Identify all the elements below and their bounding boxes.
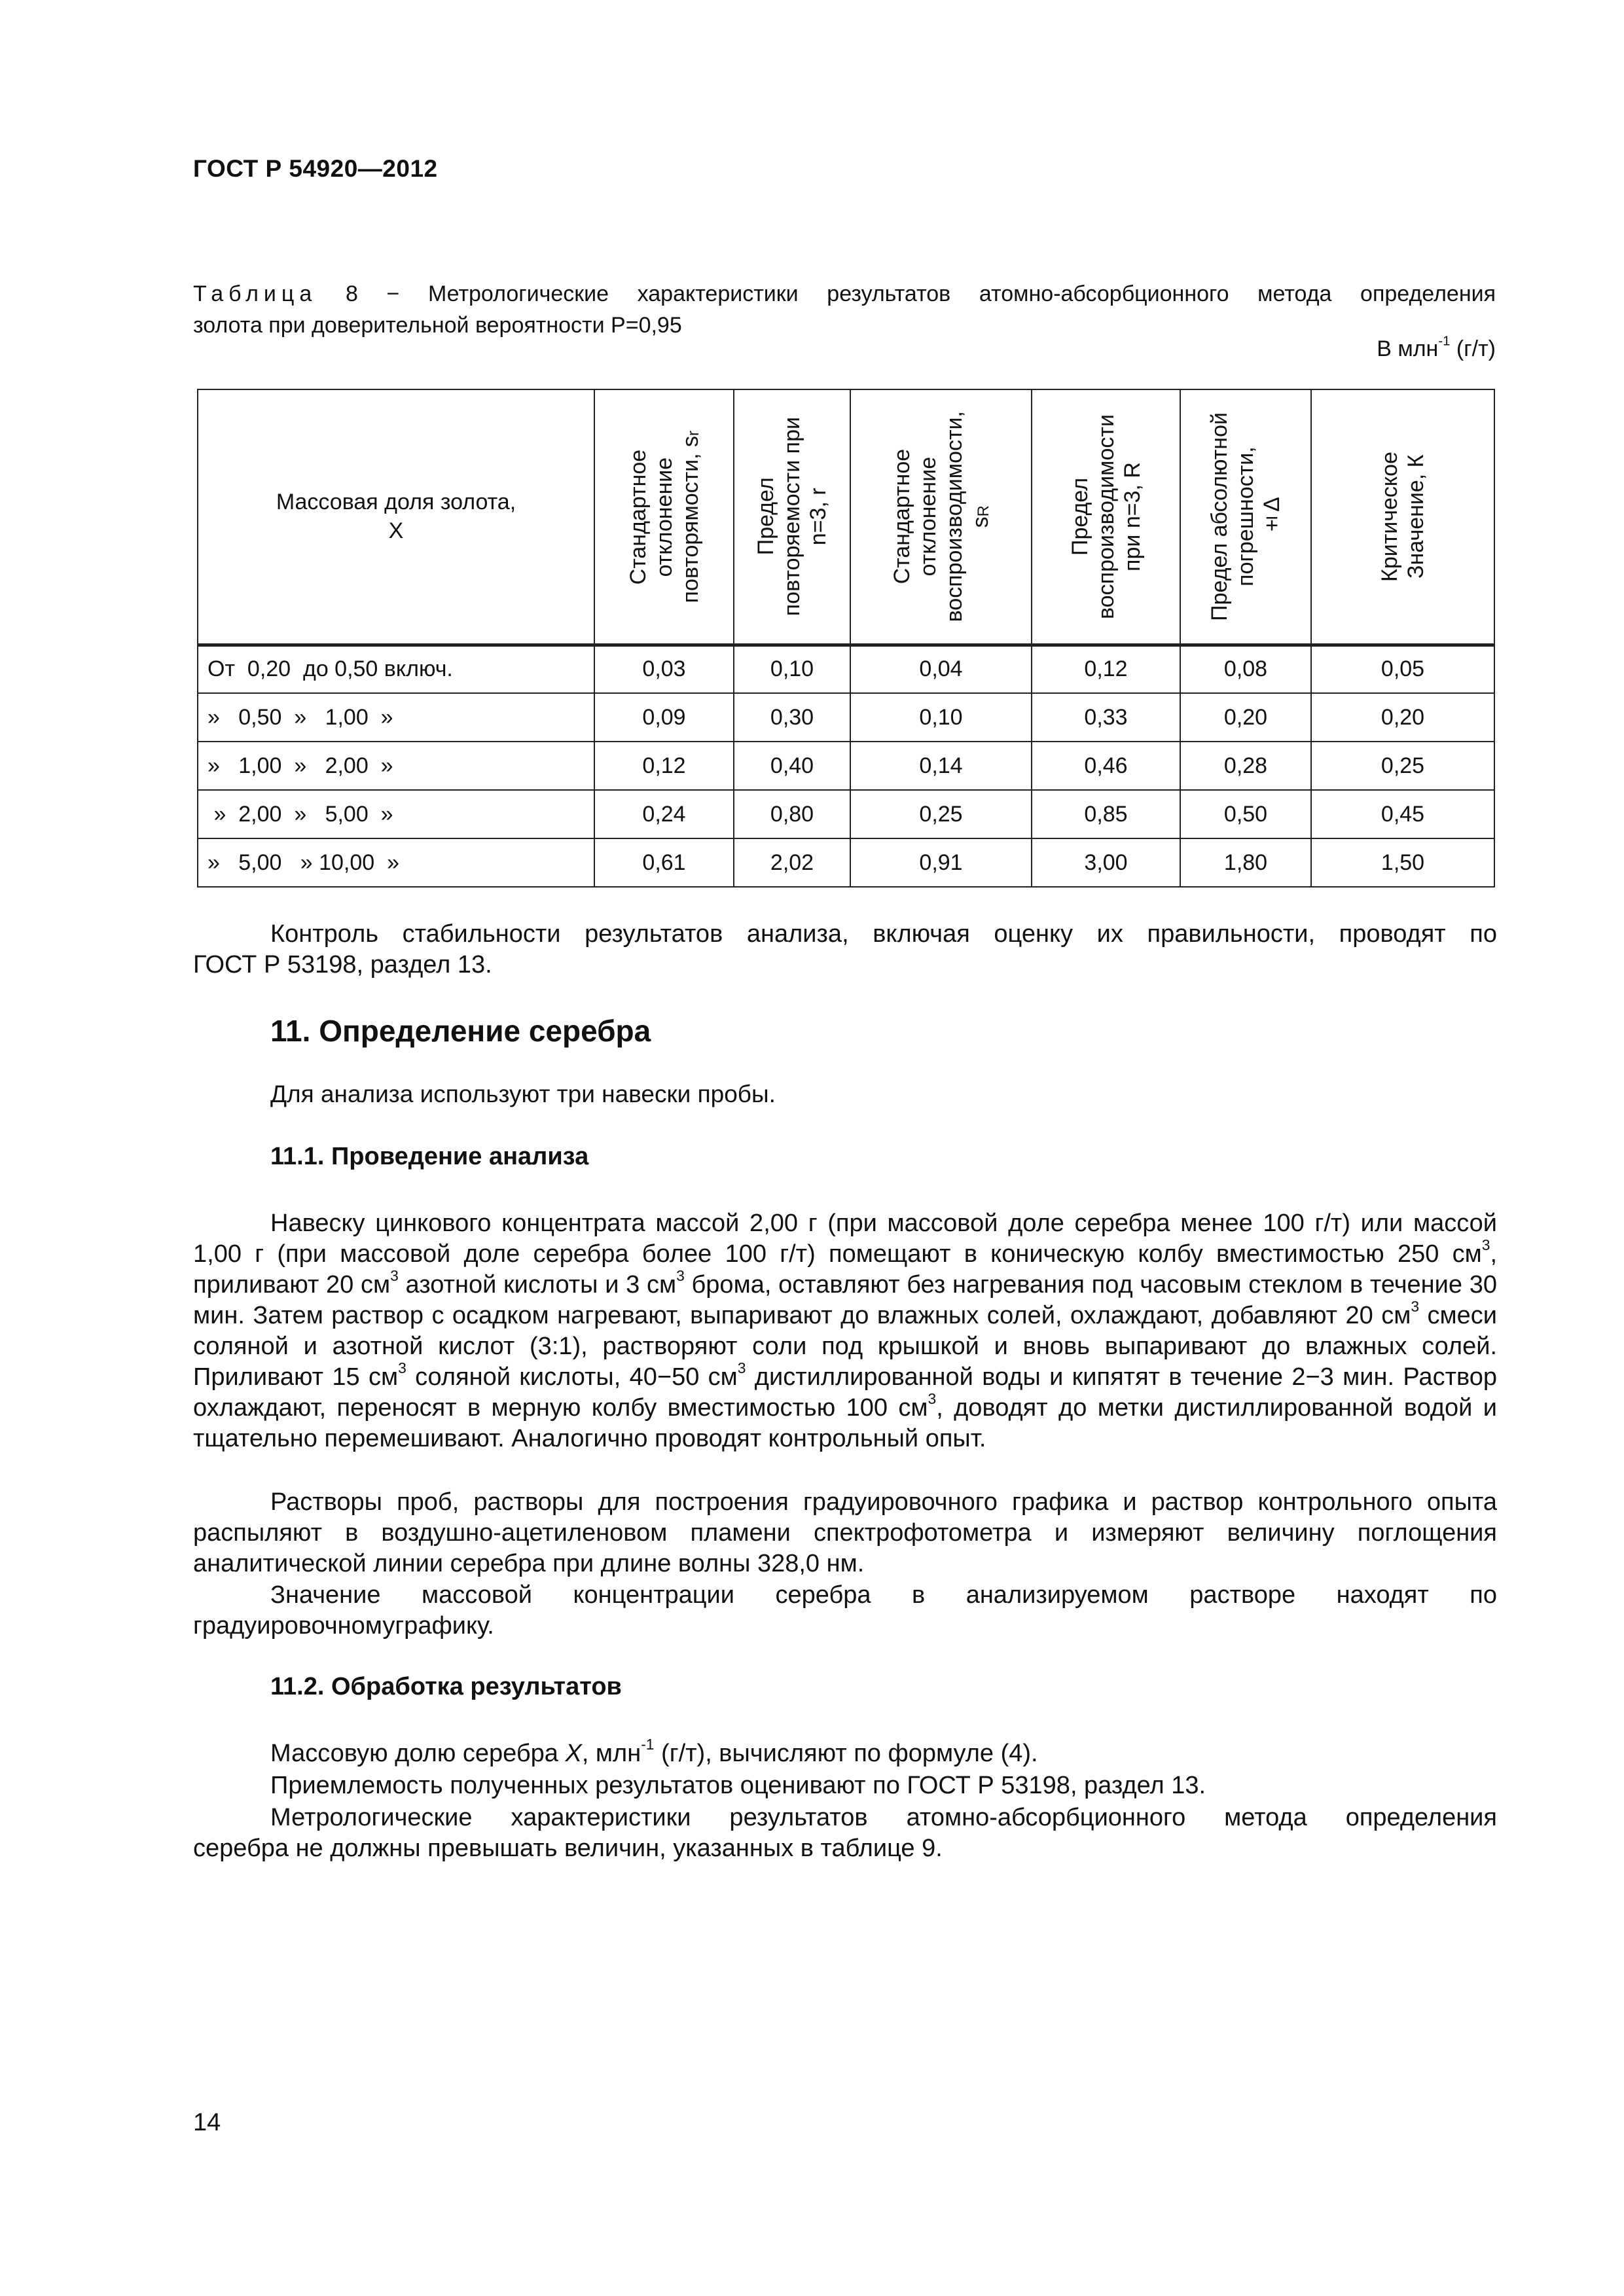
column-header-mass-fraction: Массовая доля золота, X: [198, 389, 594, 645]
table-caption-number: 8: [345, 281, 358, 306]
cell-range: » 1,00 » 2,00 »: [198, 742, 594, 790]
section-11-2-title: 11.2. Обработка результатов: [270, 1673, 622, 1700]
section-11-title: 11. Определение серебра: [270, 1014, 651, 1048]
table-row: [198, 742, 1494, 790]
table-row: [198, 693, 1494, 742]
control-paragraph-line2: ГОСТ Р 53198, раздел 13.: [193, 951, 492, 978]
cell-value: 0,03: [594, 645, 734, 693]
cell-value: 0,25: [1311, 742, 1494, 790]
column-header-critical-value: Критическое Значение, К: [1311, 389, 1494, 645]
table-row: [198, 645, 1494, 693]
metrology-paragraph: [193, 1803, 1497, 1864]
cell-value: 0,24: [594, 790, 734, 838]
cell-value: 0,14: [850, 742, 1032, 790]
page-number: 14: [193, 2109, 221, 2136]
cell-value: 0,05: [1311, 645, 1494, 693]
cell-value: 0,40: [734, 742, 850, 790]
cell-value: 0,61: [594, 838, 734, 887]
table-header-row: [198, 389, 1494, 645]
section-11-1-title: 11.1. Проведение анализа: [270, 1143, 589, 1170]
control-paragraph: [193, 919, 1497, 980]
cell-value: 2,02: [734, 838, 850, 887]
cell-value: 0,50: [1180, 790, 1311, 838]
procedure-paragraph: Навеску цинкового концентрата массой 2,00 г (при массовой доле серебра менее 100 г/т) или массой 1,00 г (при массовой доле серебра более 100 г/т) помещают в коническую колбу вместимостью 250 $см^3$, приливают 20 $см^3$ азотной кислоты и 3 $см^3$ брома, оставляют без нагревания под часовым стеклом в течение 30 мин. Затем раствор с осадком нагревают, выпаривают до влажных солей, охлаждают, добавляют 20 $см^3$ смеси соляной и азотной кислот (3:1), растворяют соли под крышкой и вновь выпаривают до влажных солей. Приливают 15 $см^3$ соляной кислоты, 40−50 $см^3$ дистиллированной воды и кипятят в течение 2−3 мин. Раствор охлаждают, переносят в мерную колбу вместимостью 100 $см^3$, доводят до метки дистиллированной водой и тщательно перемешивают. Аналогично проводят контрольный опыт.: [193, 1210, 1498, 1452]
cell-value: 0,46: [1032, 742, 1180, 790]
cell-range: » 5,00 » 10,00 »: [198, 838, 594, 887]
metrology-table: [197, 389, 1495, 888]
control-paragraph-line1: Контроль стабильности результатов анализа, включая оценку их правильности, проводят по: [270, 920, 1497, 948]
table-row: [198, 790, 1494, 838]
cell-value: 0,20: [1311, 693, 1494, 742]
cell-value: 0,45: [1311, 790, 1494, 838]
cell-value: 0,10: [850, 693, 1032, 742]
cell-range: » 2,00 » 5,00 »: [198, 790, 594, 838]
cell-value: 0,28: [1180, 742, 1311, 790]
column-header-repeatability-limit: Предел повторяемости при n=3, r: [734, 389, 850, 645]
cell-value: 0,33: [1032, 693, 1180, 742]
table-caption-line2: золота при доверительной вероятности P=0,95: [193, 313, 682, 338]
cell-value: 0,10: [734, 645, 850, 693]
table-caption-line1: Метрологические характеристики результатов атомно-абсорбционного метода определения: [427, 281, 1496, 306]
table-row: [198, 838, 1494, 887]
cell-value: 0,30: [734, 693, 850, 742]
spraying-paragraph: Растворы проб, растворы для построения градуировочного графика и раствор контрольного опыта распыляют в воздушно-ацетиленовом пламени спектрофотометра и измеряют величину поглощения аналитической линии серебра при длине волны 328,0 нм.: [193, 1488, 1497, 1577]
metrology-paragraph-line2: серебра не должны превышать величин, указанных в таблице 9.: [193, 1835, 943, 1862]
table-caption: [193, 278, 1496, 341]
cell-value: 0,85: [1032, 790, 1180, 838]
column-header-repeatability-sd: Стандартное отклонение повторямости, $s_r$: [594, 389, 734, 645]
column-header-reproducibility-limit: Предел воспроизводимости при n=3, R: [1032, 389, 1180, 645]
section-11-intro: Для анализа используют три навески пробы.: [270, 1081, 776, 1107]
cell-range: От 0,20 до 0,50 включ.: [198, 645, 594, 693]
table-units: В млн$^{-1}$ (г/т): [1377, 334, 1496, 361]
cell-range: » 0,50 » 1,00 »: [198, 693, 594, 742]
document-header: ГОСТ Р 54920—2012: [193, 155, 438, 182]
cell-value: 0,20: [1180, 693, 1311, 742]
cell-value: 0,08: [1180, 645, 1311, 693]
column-header-absolute-error: Предел абсолютной погрешности, ±Δ: [1180, 389, 1311, 645]
concentration-paragraph: Значение массовой концентрации серебра в анализируемом растворе находят по градуировочномуграфику.: [193, 1581, 1497, 1640]
cell-value: 0,09: [594, 693, 734, 742]
table-caption-label: Таблица: [193, 281, 317, 306]
acceptability-paragraph: Приемлемость полученных результатов оценивают по ГОСТ Р 53198, раздел 13.: [270, 1772, 1206, 1799]
cell-value: 0,12: [594, 742, 734, 790]
metrology-paragraph-line1: Метрологические характеристики результатов атомно-абсорбционного метода определения: [270, 1804, 1497, 1831]
cell-value: 0,80: [734, 790, 850, 838]
column-header-reproducibility-sd: Стандартное отклонение воспроизводимости, $s_R$: [850, 389, 1032, 645]
cell-value: 1,50: [1311, 838, 1494, 887]
cell-value: 0,12: [1032, 645, 1180, 693]
cell-value: 3,00: [1032, 838, 1180, 887]
cell-value: 0,91: [850, 838, 1032, 887]
cell-value: 0,25: [850, 790, 1032, 838]
cell-value: 1,80: [1180, 838, 1311, 887]
table-caption-dash: −: [386, 281, 400, 306]
cell-value: 0,04: [850, 645, 1032, 693]
formula-paragraph: Массовую долю серебра X, млн$^{-1}$ (г/т), вычисляют по формуле (4).: [270, 1735, 1038, 1767]
